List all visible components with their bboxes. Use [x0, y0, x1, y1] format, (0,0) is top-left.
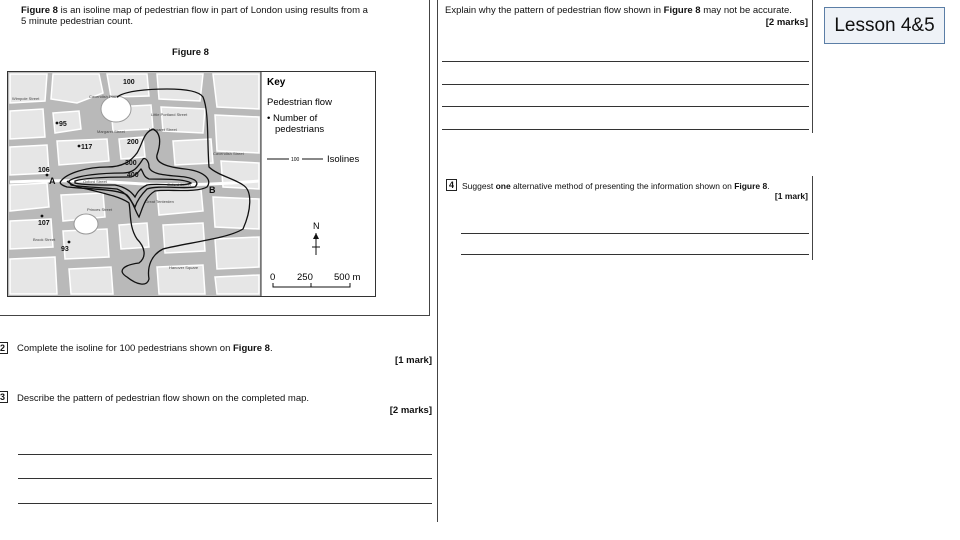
question-2-text [17, 343, 273, 354]
scale-label-0: 0 [270, 272, 276, 283]
figure-ref-bold: Figure 8 [21, 5, 58, 16]
key-isoline-sample-value: 100 [291, 157, 300, 163]
explain-text-bold: Figure 8 [663, 5, 701, 16]
count-point [68, 241, 71, 244]
map-area [8, 72, 261, 296]
key-pedestrian-flow: Pedestrian flow [267, 97, 332, 108]
q4-answer-line-2[interactable] [461, 254, 809, 255]
question-3-marks: [2 marks] [389, 405, 432, 416]
count-label-93: 93 [61, 246, 69, 253]
q2-text-before: Complete the isoline for 100 pedestrians shown on [17, 343, 233, 354]
explain-text-after: may not be accurate. [700, 5, 792, 16]
key-title: Key [267, 77, 286, 88]
count-label-106: 106 [38, 167, 50, 174]
street-label: Hanover Square [169, 265, 199, 270]
street-label: Little Portland Street [151, 112, 188, 117]
q4-text-bold-one: one [495, 181, 511, 191]
explain-answer-line-1[interactable] [442, 61, 809, 62]
street-label: Oxford Street [167, 182, 191, 187]
count-point [56, 122, 59, 125]
question-3-text: Describe the pattern of pedestrian flow shown on the completed map. [17, 393, 310, 404]
isoline-label-400: 400 [127, 172, 139, 179]
point-marker-a: A [49, 176, 56, 186]
left-column-divider [429, 0, 430, 315]
street-label: Great Tenterden [145, 199, 174, 204]
street-label: Wimpole Street [12, 96, 40, 101]
scale-label-500: 500 m [334, 272, 361, 283]
explain-text-before: Explain why the pattern of pedestrian flow shown in [445, 5, 664, 16]
count-label-107: 107 [38, 220, 50, 227]
street-label: Cavendish Street [213, 151, 244, 156]
figure-intro-line2: 5 minute pedestrian count. [21, 16, 133, 27]
street-label: Margaret Street [149, 127, 177, 132]
explain-answer-line-2[interactable] [442, 84, 809, 85]
explain-question-marks: [2 marks] [765, 17, 808, 28]
count-label-95: 95 [59, 121, 67, 128]
q2-text-bold: Figure 8 [233, 343, 270, 354]
q4-text-after: . [767, 181, 770, 191]
q4-answer-line-1[interactable] [461, 233, 809, 234]
street-label: Princes Street [87, 207, 113, 212]
figure-intro-line1 [21, 5, 368, 16]
question-4-number: 4 [446, 179, 457, 191]
explain-answer-line-3[interactable] [442, 106, 809, 107]
street-label: Brook Street [33, 237, 56, 242]
key-isolines-label: Isolines [327, 154, 360, 165]
map-panel-bottom-border [0, 315, 430, 316]
question-4-marks: [1 mark] [774, 191, 808, 201]
key-count-line1: • Number of [267, 113, 318, 124]
cavendish-circus [101, 96, 131, 122]
count-label-117: 117 [81, 144, 93, 151]
q2-text-after: . [269, 343, 273, 354]
isoline-map [7, 71, 376, 297]
right-column-divider-bottom [812, 176, 813, 260]
count-point [41, 215, 44, 218]
point-marker-b: B [209, 185, 216, 195]
street-label: Margaret Street [97, 129, 125, 134]
key-count-line2: pedestrians [275, 124, 325, 135]
q4-text-middle: alternative method of presenting the information shown on [510, 181, 735, 191]
q4-text-before: Suggest [462, 181, 496, 191]
question-3-number: 3 [0, 391, 8, 403]
north-label: N [313, 221, 320, 231]
count-point [78, 145, 81, 148]
figure-intro-text: is an isoline map of pedestrian flow in part of London using results from a [57, 5, 368, 16]
question-2-marks: [1 mark] [395, 355, 432, 366]
figure-caption: Figure 8 [172, 47, 209, 58]
isoline-label-100: 100 [123, 79, 135, 86]
question-4-text [462, 181, 770, 192]
isoline-label-300: 300 [125, 160, 137, 167]
scale-label-250: 250 [297, 272, 313, 283]
right-column-divider-top [812, 0, 813, 133]
explain-answer-line-4[interactable] [442, 129, 809, 130]
street-label: Cavendish Place [89, 94, 120, 99]
count-point [46, 174, 49, 177]
q3-answer-line-2[interactable] [18, 478, 432, 479]
center-divider [437, 0, 438, 522]
explain-question-text [445, 5, 792, 16]
lesson-badge: Lesson 4&5 [824, 7, 945, 44]
q4-text-bold-figure: Figure 8 [734, 181, 768, 191]
q3-answer-line-3[interactable] [18, 503, 432, 504]
isoline-label-200: 200 [127, 139, 139, 146]
street-label: Oxford Street [83, 179, 107, 184]
question-2-number: 2 [0, 342, 8, 354]
hanover-square [74, 214, 98, 234]
q3-answer-line-1[interactable] [18, 454, 432, 455]
